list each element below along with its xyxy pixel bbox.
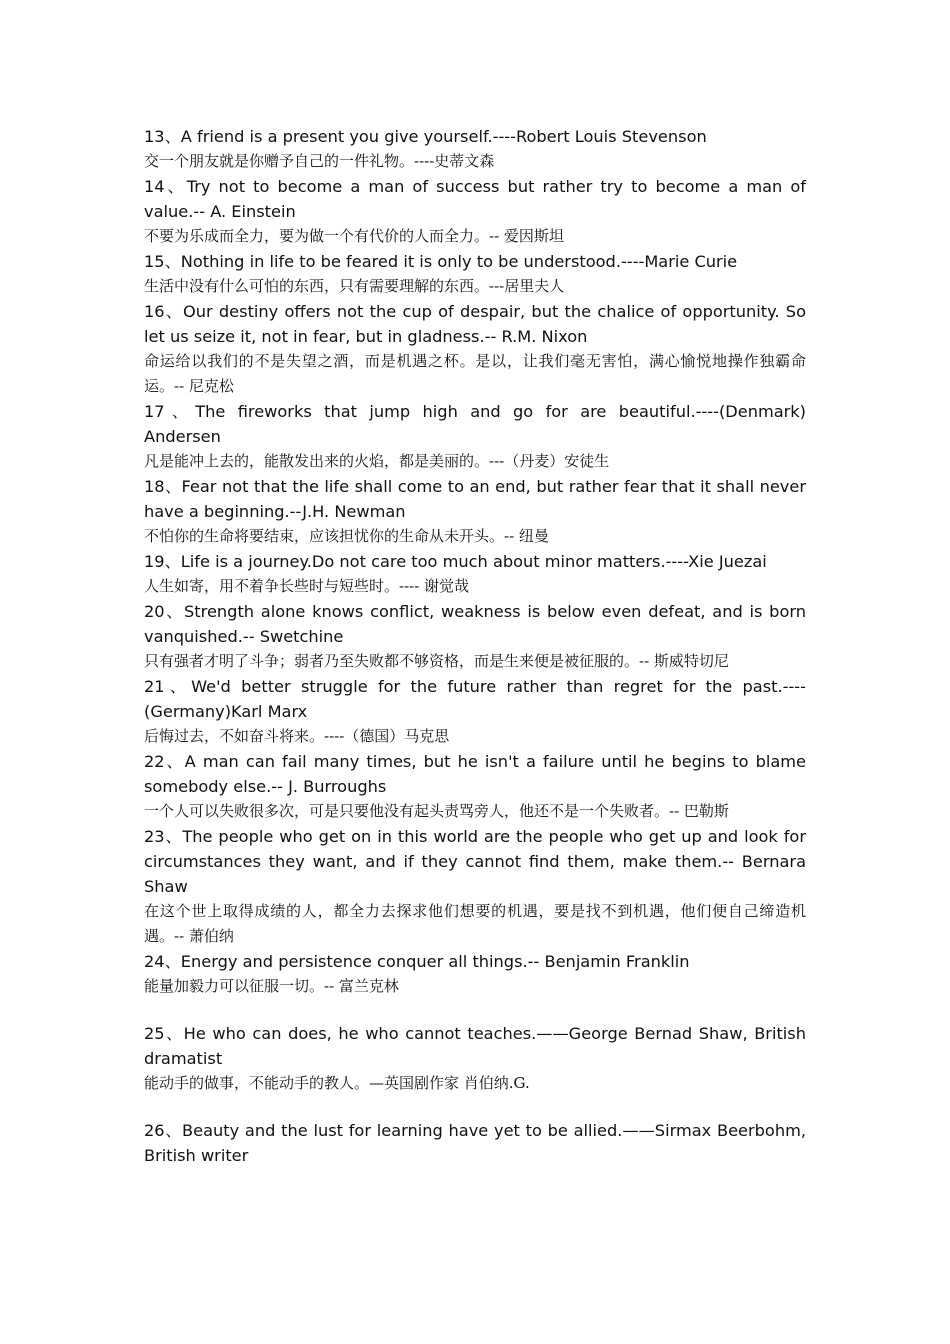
quote-15-english: 15、Nothing in life to be feared it is only to be understood.----Marie Curie <box>144 252 738 271</box>
quote-25-english: 25、He who can does, he who cannot teaches.——George Bernad Shaw, British dramatist <box>144 1024 806 1068</box>
quote-15-chinese: 生活中没有什么可怕的东西，只有需要理解的东西。---居里夫人 <box>144 277 565 295</box>
quote-24-english: 24、Energy and persistence conquer all things.-- Benjamin Franklin <box>144 952 690 971</box>
quote-21-english: 21、We'd better struggle for the future rather than regret for the past.----(Germany)Karl Marx <box>144 677 806 721</box>
quote-21-chinese: 后悔过去，不如奋斗将来。----（德国）马克思 <box>144 727 450 745</box>
quote-20-english: 20、Strength alone knows conflict, weakness is below even defeat, and is born vanquished.-- Swetchine <box>144 602 806 646</box>
quote-23-chinese: 在这个世上取得成绩的人，都全力去探求他们想要的机遇，要是找不到机遇，他们便自己缔造机遇。-- 萧伯纳 <box>144 902 806 945</box>
quote-23-english: 23、The people who get on in this world are the people who get up and look for circumstances they want, and if they cannot find them, make them.-- Bernara Shaw <box>144 827 806 896</box>
quote-22-chinese: 一个人可以失败很多次，可是只要他没有起头责骂旁人，他还不是一个失败者。-- 巴勒斯 <box>144 802 729 820</box>
quote-14-english: 14、Try not to become a man of success but rather try to become a man of value.-- A. Einstein <box>144 177 806 221</box>
paragraph-spacer <box>144 999 806 1021</box>
quote-16-english: 16、Our destiny offers not the cup of despair, but the chalice of opportunity. So let us seize it, not in fear, but in gladness.-- R.M. Nixon <box>144 302 806 346</box>
quote-17-chinese: 凡是能冲上去的，能散发出来的火焰，都是美丽的。---（丹麦）安徒生 <box>144 452 610 470</box>
quote-17-english: 17、The fireworks that jump high and go for are beautiful.----(Denmark) Andersen <box>144 402 806 446</box>
quote-25-chinese: 能动手的做事，不能动手的教人。—英国剧作家 肖伯纳.G. <box>144 1074 530 1092</box>
quote-16-chinese: 命运给以我们的不是失望之酒，而是机遇之杯。是以，让我们毫无害怕，满心愉悦地操作独霸命运。-- 尼克松 <box>144 352 806 395</box>
document-page <box>144 124 806 1168</box>
quote-18-chinese: 不怕你的生命将要结束，应该担忧你的生命从未开头。-- 纽曼 <box>144 527 549 545</box>
quote-13-chinese: 交一个朋友就是你赠予自己的一件礼物。----史蒂文森 <box>144 152 495 170</box>
quote-22-english: 22、A man can fail many times, but he isn't a failure until he begins to blame somebody else.-- J. Burroughs <box>144 752 806 796</box>
paragraph-spacer <box>144 1096 806 1118</box>
quote-19-english: 19、Life is a journey.Do not care too much about minor matters.----Xie Juezai <box>144 552 767 571</box>
quote-20-chinese: 只有强者才明了斗争；弱者乃至失败都不够资格，而是生来便是被征服的。-- 斯威特切尼 <box>144 652 729 670</box>
quote-18-english: 18、Fear not that the life shall come to an end, but rather fear that it shall never have a beginning.--J.H. Newman <box>144 477 806 521</box>
quote-26-english: 26、Beauty and the lust for learning have yet to be allied.——Sirmax Beerbohm, British writer <box>144 1121 806 1165</box>
quote-14-chinese: 不要为乐成而全力，要为做一个有代价的人而全力。-- 爱因斯坦 <box>144 227 564 245</box>
quote-13-english: 13、A friend is a present you give yourself.----Robert Louis Stevenson <box>144 127 707 146</box>
quote-24-chinese: 能量加毅力可以征服一切。-- 富兰克林 <box>144 977 399 995</box>
quote-19-chinese: 人生如寄，用不着争长些时与短些时。---- 谢觉哉 <box>144 577 470 595</box>
